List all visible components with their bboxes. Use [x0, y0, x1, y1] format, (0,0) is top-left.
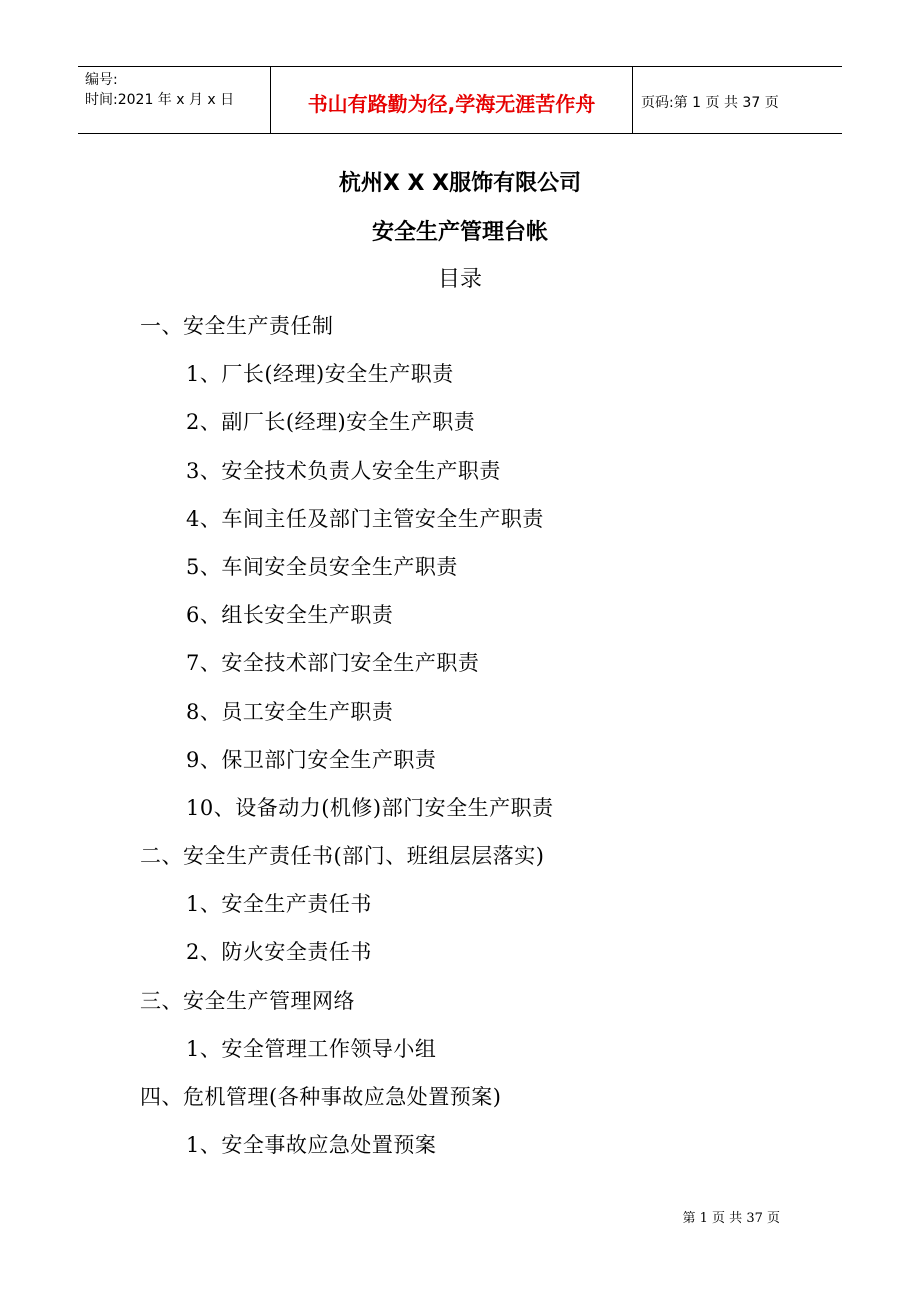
toc-item: 5、车间安全员安全生产职责	[186, 554, 458, 579]
toc-section: 一、安全生产责任制	[140, 314, 334, 338]
toc-item: 9、保卫部门安全生产职责	[186, 747, 437, 772]
toc-item: 1、安全管理工作领导小组	[186, 1036, 437, 1061]
toc-item: 6、组长安全生产职责	[186, 603, 394, 628]
document-time-label: 时间:2021 年 x 月 x 日	[85, 92, 235, 108]
page-header	[78, 66, 842, 134]
toc-item: 1、安全事故应急处置预案	[186, 1133, 437, 1158]
toc-item: 2、防火安全责任书	[186, 940, 372, 965]
toc-item: 7、安全技术部门安全生产职责	[186, 651, 480, 676]
document-title: 安全生产管理台帐	[371, 220, 548, 245]
toc-item: 4、车间主任及部门主管安全生产职责	[186, 506, 544, 531]
toc-heading: 目录	[437, 267, 482, 292]
header-page-number: 页码:第 1 页 共 37 页	[641, 95, 779, 111]
header-meta-cell	[78, 67, 271, 133]
document-number-label: 编号:	[85, 72, 118, 88]
toc-item: 10、设备动力(机修)部门安全生产职责	[186, 795, 554, 820]
toc-item: 8、员工安全生产职责	[186, 699, 394, 724]
page-footer: 第 1 页 共 37 页	[682, 1211, 780, 1226]
header-motto: 书山有路勤为径,学海无涯苦作舟	[271, 67, 633, 133]
toc-item: 1、安全生产责任书	[186, 892, 372, 917]
toc-item: 1、厂长(经理)安全生产职责	[186, 362, 454, 387]
company-name: 杭州X X X服饰有限公司	[338, 171, 582, 196]
toc-item: 2、副厂长(经理)安全生产职责	[186, 410, 476, 435]
table-of-contents	[0, 306, 920, 1173]
toc-item: 3、安全技术负责人安全生产职责	[186, 458, 501, 483]
toc-section: 二、安全生产责任书(部门、班组层层落实)	[140, 844, 545, 869]
toc-section: 四、危机管理(各种事故应急处置预案)	[140, 1085, 502, 1109]
toc-section: 三、安全生产管理网络	[140, 988, 355, 1013]
